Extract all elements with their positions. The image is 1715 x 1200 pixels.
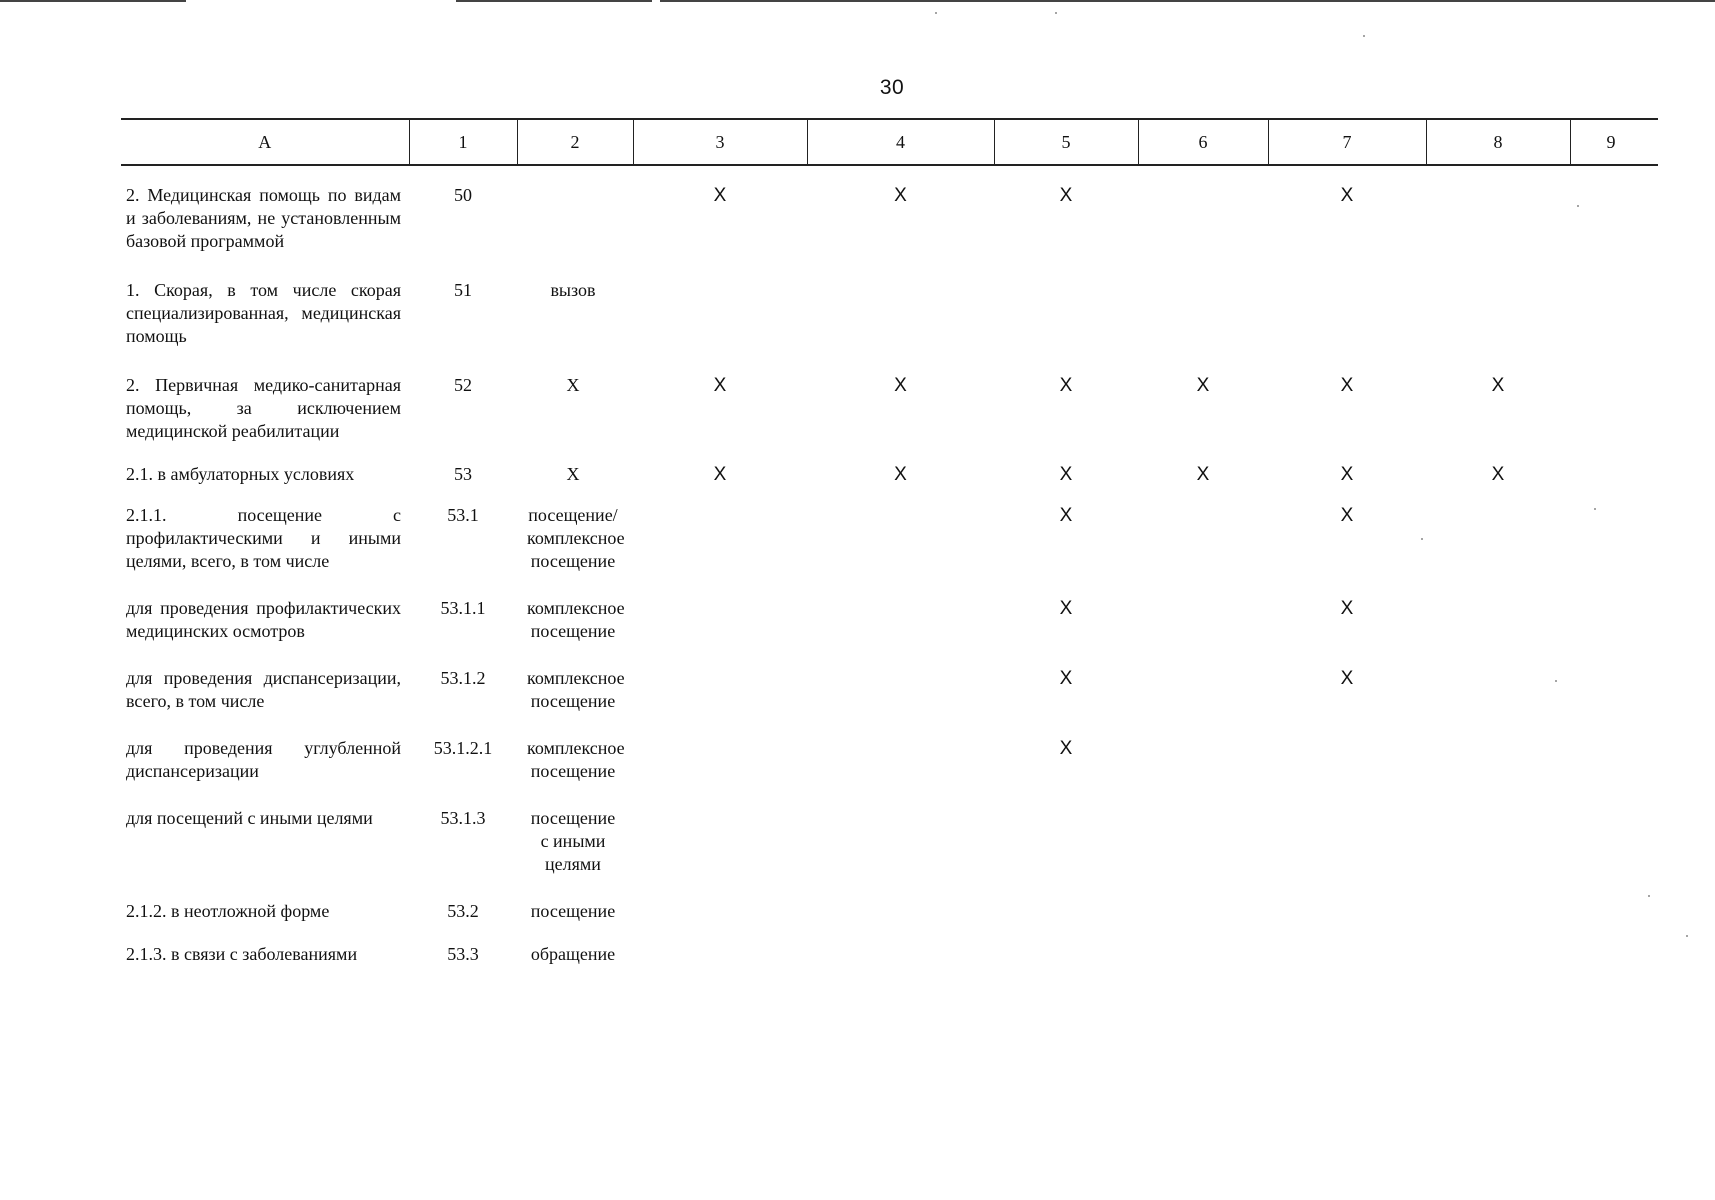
row-mark-cell: X xyxy=(894,185,907,206)
row-mark-cell: X xyxy=(1196,464,1210,485)
row-name-cell: 2.1. в амбулаторных условиях xyxy=(126,464,355,484)
row-mark-cell xyxy=(1268,253,1426,348)
row-mark-cell xyxy=(994,783,1138,876)
row-mark-cell: X xyxy=(1340,375,1354,396)
row-mark-cell xyxy=(633,486,807,573)
row-mark-cell xyxy=(807,573,994,643)
row-unit-cell: X xyxy=(566,375,580,395)
table-row xyxy=(121,443,1658,486)
column-header: 8 xyxy=(1426,119,1570,165)
scan-speck xyxy=(1686,935,1688,937)
row-mark-cell xyxy=(807,876,994,923)
row-code-cell: 53.1.3 xyxy=(440,808,486,828)
row-mark-cell xyxy=(1138,713,1268,783)
page-number: 30 xyxy=(879,76,905,99)
row-mark-cell xyxy=(1426,486,1570,573)
column-header: 1 xyxy=(409,119,517,165)
row-mark-cell xyxy=(1138,923,1268,966)
row-mark-cell xyxy=(1138,643,1268,713)
table-row xyxy=(121,348,1658,443)
row-mark-cell xyxy=(1426,923,1570,966)
row-mark-cell xyxy=(1138,573,1268,643)
row-mark-cell: X xyxy=(1059,738,1073,759)
row-mark-cell: X xyxy=(1491,464,1505,485)
column-header: 5 xyxy=(994,119,1138,165)
row-mark-cell: X xyxy=(1340,668,1354,689)
row-mark-cell xyxy=(1570,443,1658,486)
row-mark-cell xyxy=(633,713,807,783)
row-mark-cell: X xyxy=(1059,185,1073,206)
row-mark-cell xyxy=(633,253,807,348)
scan-edge-line xyxy=(0,0,186,2)
row-code-cell: 53.1.2.1 xyxy=(433,738,493,758)
row-mark-cell xyxy=(994,876,1138,923)
row-name-cell: 2. Первичная медико-санитарная помощь, за исключением медицинской реабилитации xyxy=(126,375,401,441)
row-unit-cell: посещение xyxy=(530,901,616,921)
row-name-cell: для посещений с иными целями xyxy=(126,808,373,828)
row-code-cell: 52 xyxy=(454,375,472,395)
row-unit-cell: посещение с иными целями xyxy=(530,808,616,874)
row-mark-cell: X xyxy=(713,185,727,206)
row-mark-cell: X xyxy=(894,464,907,485)
row-mark-cell xyxy=(1426,783,1570,876)
row-name-cell: 2. Медицинская помощь по видам и заболеваниям, не установленным базовой программой xyxy=(126,185,401,251)
row-code-cell: 53.3 xyxy=(447,944,479,964)
row-mark-cell xyxy=(1570,348,1658,443)
row-code-cell: 51 xyxy=(454,280,472,300)
row-mark-cell xyxy=(807,713,994,783)
row-mark-cell xyxy=(1426,643,1570,713)
row-name-cell: 2.1.1. посещение с профилактическими и иными целями, всего, в том числе xyxy=(126,505,401,571)
column-header: А xyxy=(121,119,409,165)
row-mark-cell: X xyxy=(713,375,727,396)
row-mark-cell xyxy=(1426,713,1570,783)
row-mark-cell xyxy=(1268,876,1426,923)
row-mark-cell xyxy=(1570,253,1658,348)
table-row xyxy=(121,713,1658,783)
row-mark-cell xyxy=(1570,783,1658,876)
row-mark-cell xyxy=(1138,876,1268,923)
row-mark-cell xyxy=(633,783,807,876)
data-table xyxy=(121,118,1658,966)
row-mark-cell: X xyxy=(1340,464,1354,485)
row-code-cell: 53.1 xyxy=(447,505,479,525)
row-mark-cell xyxy=(1570,573,1658,643)
row-mark-cell xyxy=(807,486,994,573)
row-mark-cell xyxy=(1426,876,1570,923)
row-mark-cell xyxy=(1570,486,1658,573)
row-mark-cell xyxy=(994,253,1138,348)
row-mark-cell xyxy=(994,923,1138,966)
row-mark-cell xyxy=(1570,923,1658,966)
row-unit-cell: вызов xyxy=(550,280,596,300)
table-body xyxy=(121,165,1658,966)
scan-edge-line xyxy=(456,0,652,2)
row-mark-cell: X xyxy=(1059,464,1073,485)
row-mark-cell xyxy=(1426,165,1570,253)
row-mark-cell xyxy=(807,643,994,713)
row-mark-cell xyxy=(1138,486,1268,573)
column-header: 6 xyxy=(1138,119,1268,165)
row-mark-cell: X xyxy=(1340,505,1354,526)
row-mark-cell xyxy=(807,783,994,876)
column-header: 3 xyxy=(633,119,807,165)
row-mark-cell xyxy=(633,876,807,923)
row-mark-cell xyxy=(1268,713,1426,783)
row-name-cell: для проведения диспансеризации, всего, в том числе xyxy=(126,668,401,711)
table-row xyxy=(121,253,1658,348)
row-code-cell: 53.1.1 xyxy=(440,598,486,618)
row-mark-cell: X xyxy=(1059,668,1073,689)
row-unit-cell: комплексное посещение xyxy=(527,738,625,781)
table-row xyxy=(121,923,1658,966)
row-mark-cell xyxy=(1138,165,1268,253)
table-row xyxy=(121,783,1658,876)
row-mark-cell: X xyxy=(1491,375,1505,396)
row-code-cell: 53.2 xyxy=(447,901,479,921)
row-unit-cell: обращение xyxy=(530,944,616,964)
row-mark-cell xyxy=(807,923,994,966)
row-mark-cell xyxy=(1138,783,1268,876)
row-unit-cell: комплексное посещение xyxy=(527,668,625,711)
row-mark-cell: X xyxy=(1340,185,1354,206)
scan-edge-line xyxy=(660,0,1715,2)
row-mark-cell: X xyxy=(1059,375,1073,396)
row-mark-cell: X xyxy=(1059,598,1073,619)
table-row xyxy=(121,876,1658,923)
row-code-cell: 53.1.2 xyxy=(440,668,486,688)
row-mark-cell xyxy=(1570,643,1658,713)
row-name-cell: для проведения профилактических медицинских осмотров xyxy=(126,598,401,641)
column-header: 9 xyxy=(1570,119,1658,165)
row-mark-cell xyxy=(1570,713,1658,783)
row-mark-cell: X xyxy=(713,464,727,485)
row-mark-cell xyxy=(1426,253,1570,348)
row-mark-cell xyxy=(1268,783,1426,876)
row-name-cell: 2.1.2. в неотложной форме xyxy=(126,901,330,921)
row-mark-cell xyxy=(1570,165,1658,253)
row-mark-cell xyxy=(807,253,994,348)
column-header: 4 xyxy=(807,119,994,165)
scan-speck xyxy=(935,12,937,14)
row-unit-cell xyxy=(517,165,633,253)
scan-speck xyxy=(1055,12,1057,14)
scan-speck xyxy=(1363,35,1365,37)
row-mark-cell xyxy=(1138,253,1268,348)
row-code-cell: 53 xyxy=(454,464,472,484)
row-mark-cell: X xyxy=(1196,375,1210,396)
row-mark-cell xyxy=(633,573,807,643)
table-row xyxy=(121,165,1658,253)
row-name-cell: 2.1.3. в связи с заболеваниями xyxy=(126,944,358,964)
row-unit-cell: посещение/ комплексное посещение xyxy=(527,505,625,571)
row-mark-cell xyxy=(633,643,807,713)
row-mark-cell xyxy=(1570,876,1658,923)
table-row xyxy=(121,643,1658,713)
row-mark-cell: X xyxy=(1059,505,1073,526)
row-name-cell: для проведения углубленной диспансеризации xyxy=(126,738,401,781)
row-name-cell: 1. Скорая, в том числе скорая специализированная, медицинская помощь xyxy=(126,280,401,346)
row-code-cell: 50 xyxy=(454,185,472,205)
row-unit-cell: комплексное посещение xyxy=(527,598,625,641)
row-mark-cell: X xyxy=(894,375,907,396)
row-mark-cell: X xyxy=(1340,598,1354,619)
table-row xyxy=(121,486,1658,573)
row-mark-cell xyxy=(633,923,807,966)
column-header: 2 xyxy=(517,119,633,165)
row-unit-cell: X xyxy=(566,464,580,484)
column-header: 7 xyxy=(1268,119,1426,165)
row-mark-cell xyxy=(1268,923,1426,966)
table-row xyxy=(121,573,1658,643)
header-row xyxy=(121,119,1658,165)
row-mark-cell xyxy=(1426,573,1570,643)
